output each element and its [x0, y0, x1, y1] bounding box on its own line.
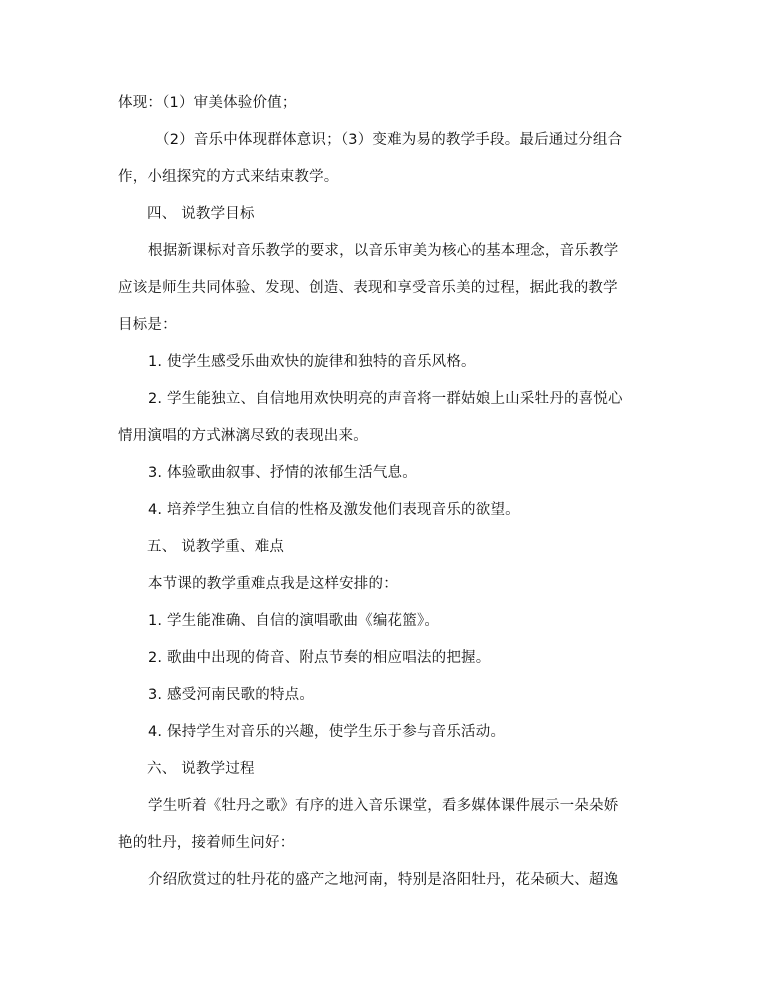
list-item: 4. 保持学生对音乐的兴趣，使学生乐于参与音乐活动。: [148, 724, 506, 740]
text-line: （2）音乐中体现群体意识；（3）变难为易的教学手段。最后通过分组合: [155, 132, 623, 148]
list-item: 3. 感受河南民歌的特点。: [148, 687, 315, 703]
text-line: 情用演唱的方式淋漓尽致的表现出来。: [118, 428, 368, 444]
text-line: 介绍欣赏过的牡丹花的盛产之地河南，特别是洛阳牡丹，花朵硕大、超逸: [148, 872, 619, 888]
text-line: 应该是师生共同体验、发现、创造、表现和享受音乐美的过程，据此我的教学: [118, 280, 618, 296]
list-item: 4. 培养学生独立自信的性格及激发他们表现音乐的欲望。: [148, 502, 520, 518]
text-line: 本节课的教学重难点我是这样安排的：: [148, 576, 398, 592]
section-heading: 五、 说教学重、难点: [147, 539, 285, 555]
section-heading: 四、 说教学目标: [147, 206, 255, 222]
list-item: 3. 体验歌曲叙事、抒情的浓郁生活气息。: [148, 465, 417, 481]
list-item: 2. 歌曲中出现的倚音、附点节奏的相应唱法的把握。: [148, 650, 491, 666]
list-item: 1. 学生能准确、自信的演唱歌曲《编花篮》。: [148, 613, 440, 629]
text-line: 体现：（1）审美体验价值；: [118, 95, 297, 111]
list-item: 2. 学生能独立、自信地用欢快明亮的声音将一群姑娘上山采牡丹的喜悦心: [148, 391, 623, 407]
text-line: 根据新课标对音乐教学的要求，以音乐审美为核心的基本理念，音乐教学: [148, 243, 619, 259]
text-line: 作，小组探究的方式来结束教学。: [118, 169, 339, 185]
text-line: 目标是：: [118, 317, 177, 333]
text-line: 艳的牡丹，接着师生问好：: [118, 835, 295, 851]
text-line: 学生听着《牡丹之歌》有序的进入音乐课堂，看多媒体课件展示一朵朵娇: [148, 798, 619, 814]
section-heading: 六、 说教学过程: [147, 761, 255, 777]
list-item: 1. 使学生感受乐曲欢快的旋律和独特的音乐风格。: [148, 354, 476, 370]
